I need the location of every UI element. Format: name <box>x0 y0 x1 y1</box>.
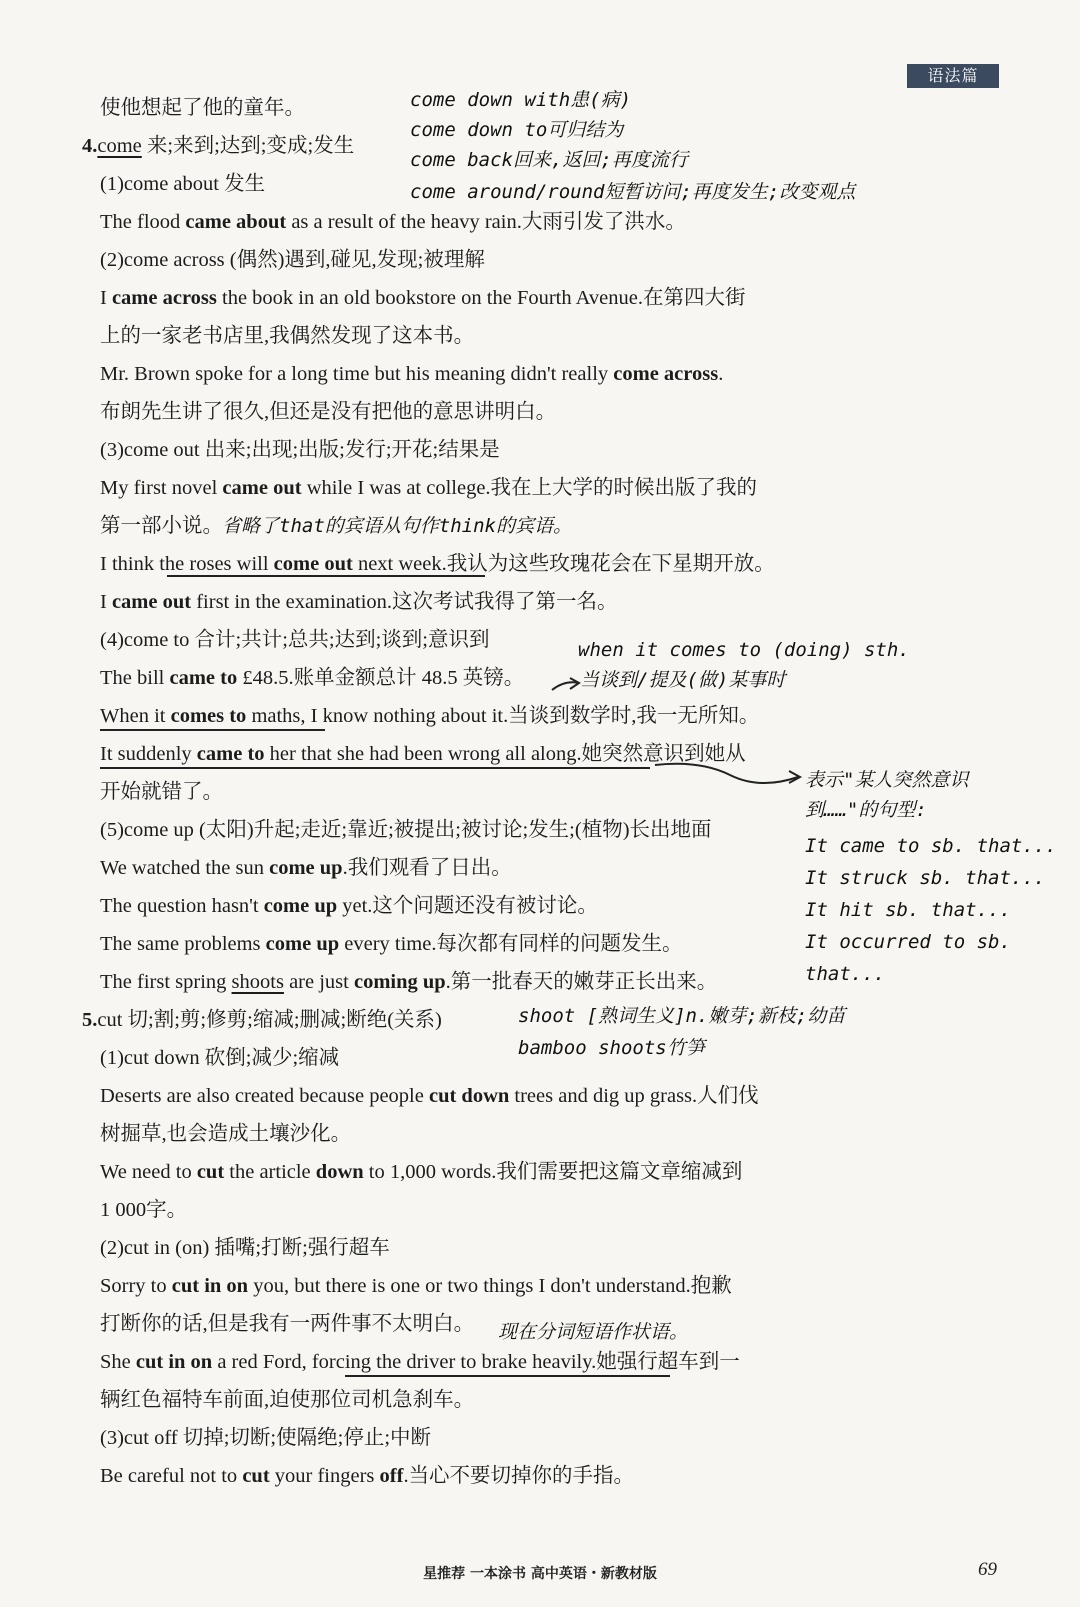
line-text: My first novel <box>100 477 223 499</box>
arrow-icon <box>655 764 798 783</box>
line-text: £48.5.账单金额总计 48.5 英镑。 <box>237 667 525 689</box>
phrase-bold: came across <box>111 287 217 309</box>
line-text: 上的一家老书店里,我偶然发现了这本书。 <box>100 325 475 347</box>
phrase-bold: comes to <box>170 705 247 727</box>
phrase-bold: come up <box>263 895 338 917</box>
handwritten-note: 表示"某人突然意识 <box>805 769 969 791</box>
phrase-bold: came out <box>222 477 302 499</box>
line-text: 打断你的话,但是我有一两件事不太明白。 <box>100 1313 475 1335</box>
line-text: We need to <box>100 1161 197 1183</box>
phrase-bold: come up <box>269 857 343 879</box>
line-text: you, but there is one or two things I don't understand.抱歉 <box>248 1275 732 1297</box>
line-text: yet.这个问题还没有被讨论。 <box>337 895 598 917</box>
line-text: Deserts are also created because people <box>100 1085 429 1107</box>
handwritten-note: 当谈到/提及(做)某事时 <box>580 669 786 691</box>
handwritten-note: come down with患(病) <box>410 89 632 111</box>
line-text: 使他想起了他的童年。 <box>100 97 305 119</box>
line-text: the article <box>224 1161 316 1183</box>
line-text: The bill <box>100 667 170 689</box>
line-text: 第一部小说。 <box>100 515 223 537</box>
line-text: first in the examination.这次考试我得了第一名。 <box>191 591 618 613</box>
handwritten-note: shoot [熟词生义]n.嫩芽;新枝;幼苗 <box>518 1005 846 1027</box>
line-text: Mr. Brown spoke for a long time but his meaning didn't really <box>100 363 614 385</box>
line-text: When it <box>100 705 171 727</box>
entry-word: come <box>97 135 142 157</box>
handwritten-note: 省略了that的宾语从句作think的宾语。 <box>222 515 572 537</box>
phrase-bold: cut <box>242 1465 270 1487</box>
line-text: 布朗先生讲了很久,但还是没有把他的意思讲明白。 <box>100 401 557 423</box>
line-text: I <box>100 591 112 613</box>
phrase-bold: cut in on <box>171 1275 249 1297</box>
phrase-bold: come up <box>265 933 340 955</box>
handwritten-note: come back回来,返回;再度流行 <box>410 149 688 171</box>
line-text: her that she had been wrong all along.她突然意识到她从 <box>264 743 746 765</box>
phrase-bold: came to <box>169 667 238 689</box>
page-footer: 星推荐 一本涂书 高中英语・新教材版 <box>423 1566 657 1582</box>
line-text: (2)cut in (on) 插嘴;打断;强行超车 <box>100 1237 390 1259</box>
line-text: (3)cut off 切掉;切断;使隔绝;停止;中断 <box>100 1427 432 1449</box>
line-text: as a result of the heavy rain.大雨引发了洪水。 <box>286 211 686 233</box>
line-text: 辆红色福特车前面,迫使那位司机急刹车。 <box>100 1389 475 1411</box>
phrase-bold: cut in on <box>135 1351 213 1373</box>
page-number: 69 <box>978 1559 997 1580</box>
phrase-bold: came to <box>196 743 265 765</box>
entry-meanings: 来;来到;达到;变成;发生 <box>141 135 355 157</box>
handwritten-note: come down to可归结为 <box>410 119 624 141</box>
handwritten-note: It hit sb. that... <box>805 899 1011 921</box>
phrase-bold: coming up <box>353 971 446 993</box>
line-text: Sorry to <box>100 1275 172 1297</box>
handwritten-note: It occurred to sb. <box>805 931 1011 953</box>
line-text: We watched the sun <box>100 857 270 879</box>
line-text: to 1,000 words.我们需要把这篇文章缩减到 <box>363 1161 743 1183</box>
line-text: while I was at college.我在上大学的时候出版了我的 <box>301 477 758 499</box>
handwritten-note: It came to sb. that... <box>805 835 1057 857</box>
handwritten-note: that... <box>805 963 886 985</box>
phrase-bold: cut down <box>428 1085 510 1107</box>
line-text: . <box>718 363 724 385</box>
phrase-bold: cut <box>196 1161 225 1183</box>
line-text: It suddenly <box>100 743 197 765</box>
handwritten-note: 到……"的句型: <box>805 799 927 821</box>
entry-number: 4. <box>82 135 98 157</box>
line-text: 开始就错了。 <box>100 781 223 803</box>
phrase-bold: came out <box>111 591 192 613</box>
line-text: (1)come about 发生 <box>100 173 266 195</box>
line-text: (2)come across (偶然)遇到,碰见,发现;被理解 <box>100 249 485 271</box>
handwritten-note: come around/round短暂访问;再度发生;改变观点 <box>410 181 856 203</box>
line-text: 树掘草,也会造成土壤沙化。 <box>100 1123 352 1145</box>
phrase-bold: down <box>315 1161 364 1183</box>
line-text: The first spring <box>100 971 232 993</box>
line-text: (5)come up (太阳)升起;走近;靠近;被提出;被讨论;发生;(植物)长出地面 <box>100 819 712 841</box>
line-text: the book in an old bookstore on the Fourth Avenue.在第四大街 <box>216 287 746 309</box>
entry-number: 5. <box>82 1009 98 1031</box>
phrase-bold: come across <box>613 363 719 385</box>
line-text: I think the roses will <box>100 553 274 575</box>
line-text: .第一批春天的嫩芽正长出来。 <box>445 971 718 993</box>
line-text: She <box>100 1351 136 1373</box>
line-text: 1 000字。 <box>100 1199 188 1221</box>
line-text: (1)cut down 砍倒;减少;缩减 <box>100 1047 340 1069</box>
line-text: maths, I know nothing about it.当谈到数学时,我一无所知。 <box>246 705 760 727</box>
handwritten-note: It struck sb. that... <box>805 867 1046 889</box>
line-text: Be careful not to <box>100 1465 243 1487</box>
phrase-bold: came about <box>185 211 287 233</box>
line-text: (3)come out 出来;出现;出版;发行;开花;结果是 <box>100 439 500 461</box>
phrase-bold: off <box>379 1465 404 1487</box>
line-text: your fingers <box>269 1465 380 1487</box>
line-text: The same problems <box>100 933 266 955</box>
line-text: I <box>100 287 112 309</box>
line-text: The flood <box>100 211 186 233</box>
handwritten-note: when it comes to (doing) sth. <box>578 639 910 661</box>
entry-meanings: cut 切;割;剪;修剪;缩减;删减;断绝(关系) <box>97 1009 442 1031</box>
arrow-icon <box>570 678 579 689</box>
line-text: trees and dig up grass.人们伐 <box>509 1085 759 1107</box>
line-text: .我们观看了日出。 <box>342 857 512 879</box>
line-text: a red Ford, forcing the driver to brake heavily.她强行超车到一 <box>212 1351 740 1373</box>
arrow-icon <box>789 771 800 783</box>
line-text: next week.我认为这些玫瑰花会在下星期开放。 <box>352 553 775 575</box>
line-text: .当心不要切掉你的手指。 <box>403 1465 635 1487</box>
phrase-bold: come out <box>273 553 353 575</box>
line-text: every time.每次都有同样的问题发生。 <box>339 933 683 955</box>
line-text: are just <box>283 971 354 993</box>
section-tag: 语法篇 <box>907 64 999 88</box>
handwritten-note: 现在分词短语作状语。 <box>498 1321 689 1343</box>
line-text: The question hasn't <box>100 895 264 917</box>
handwritten-note: bamboo shoots竹笋 <box>518 1037 705 1059</box>
line-text: (4)come to 合计;共计;总共;达到;谈到;意识到 <box>100 629 490 651</box>
underlined-word: shoots <box>231 971 284 993</box>
